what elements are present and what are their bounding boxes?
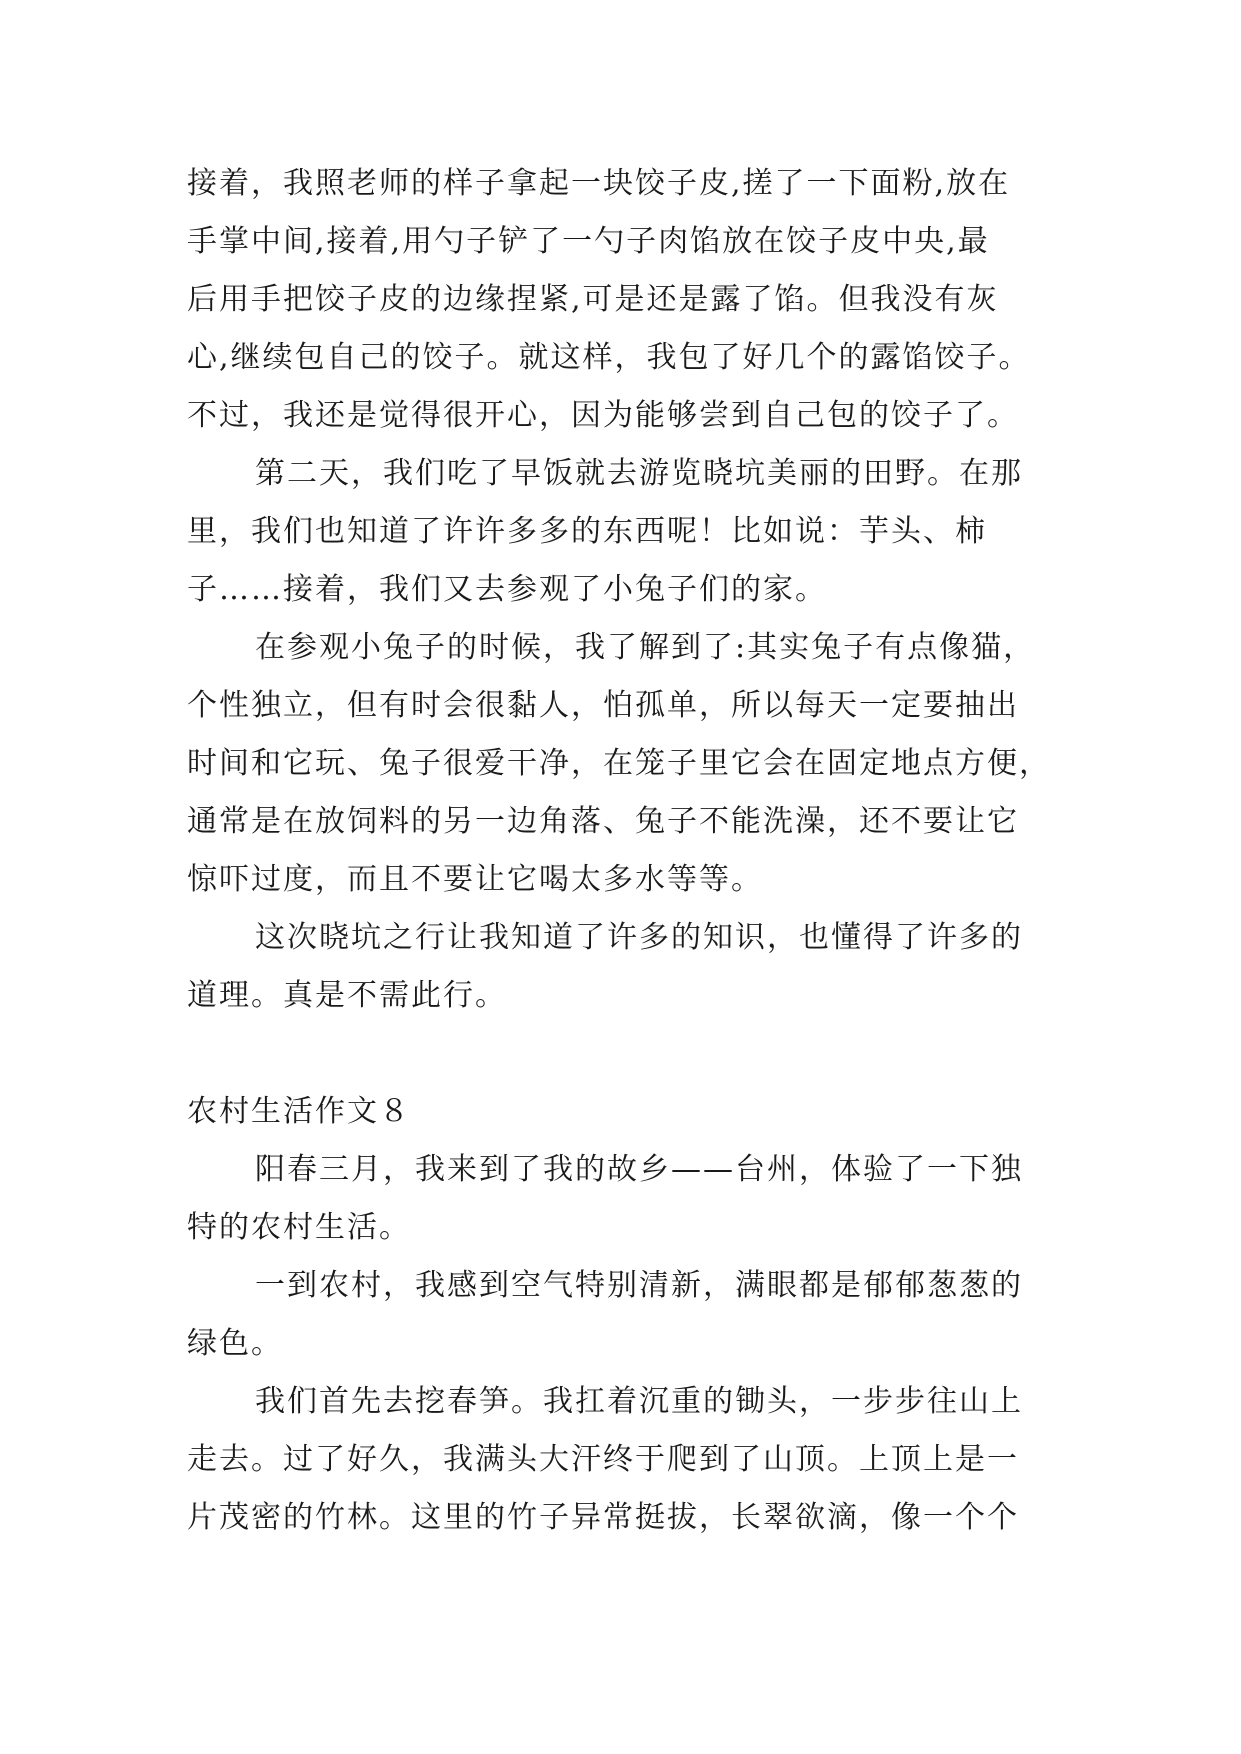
document-body bbox=[187, 155, 1067, 1547]
text-line: 通常是在放饲料的另一边角落、兔子不能洗澡，还不要让它 bbox=[187, 804, 1019, 839]
text-line: 接着，我照老师的样子拿起一块饺子皮,搓了一下面粉,放在 bbox=[187, 166, 1011, 201]
text-line: 不过，我还是觉得很开心，因为能够尝到自己包的饺子了。 bbox=[187, 398, 1019, 433]
text-line: 一到农村，我感到空气特别清新，满眼都是郁郁葱葱的 bbox=[255, 1268, 1023, 1303]
text-line: 道理。真是不需此行。 bbox=[187, 978, 507, 1013]
paragraph-dumplings bbox=[187, 155, 1067, 445]
text-line: 我们首先去挖春笋。我扛着沉重的锄头，一步步往山上 bbox=[255, 1384, 1023, 1419]
text-line: 子……接着，我们又去参观了小兔子们的家。 bbox=[187, 572, 827, 607]
text-line: 这次晓坑之行让我知道了许多的知识，也懂得了许多的 bbox=[255, 920, 1023, 955]
text-line: 惊吓过度，而且不要让它喝太多水等等。 bbox=[187, 862, 763, 897]
section-gap bbox=[187, 1025, 1067, 1083]
paragraph-countryside bbox=[187, 1257, 1067, 1373]
text-line: 时间和它玩、兔子很爱干净，在笼子里它会在固定地点方便， bbox=[187, 746, 1051, 781]
essay-heading: 农村生活作文８ bbox=[187, 1094, 411, 1129]
text-line: 特的农村生活。 bbox=[187, 1210, 411, 1245]
paragraph-bamboo-shoots bbox=[187, 1373, 1067, 1547]
text-line: 在参观小兔子的时候，我了解到了:其实兔子有点像猫， bbox=[255, 630, 1036, 665]
text-line: 里，我们也知道了许许多多的东西呢！比如说：芋头、柿 bbox=[187, 514, 987, 549]
text-line: 后用手把饺子皮的边缘捏紧,可是还是露了馅。但我没有灰 bbox=[187, 282, 999, 317]
text-line: 绿色。 bbox=[187, 1326, 283, 1361]
text-line: 心,继续包自己的饺子。就这样，我包了好几个的露馅饺子。 bbox=[187, 340, 1031, 375]
text-line: 手掌中间,接着,用勺子铲了一勺子肉馅放在饺子皮中央,最 bbox=[187, 224, 990, 259]
text-line: 片茂密的竹林。这里的竹子异常挺拔，长翠欲滴，像一个个 bbox=[187, 1500, 1019, 1535]
paragraph-rabbits bbox=[187, 619, 1067, 909]
text-line: 走去。过了好久，我满头大汗终于爬到了山顶。上顶上是一 bbox=[187, 1442, 1019, 1477]
paragraph-second-day bbox=[187, 445, 1067, 619]
text-line: 阳春三月，我来到了我的故乡——台州，体验了一下独 bbox=[255, 1152, 1023, 1187]
text-line: 第二天，我们吃了早饭就去游览晓坑美丽的田野。在那 bbox=[255, 456, 1023, 491]
paragraph-conclusion bbox=[187, 909, 1067, 1025]
paragraph-spring bbox=[187, 1141, 1067, 1257]
text-line: 个性独立，但有时会很黏人，怕孤单，所以每天一定要抽出 bbox=[187, 688, 1019, 723]
